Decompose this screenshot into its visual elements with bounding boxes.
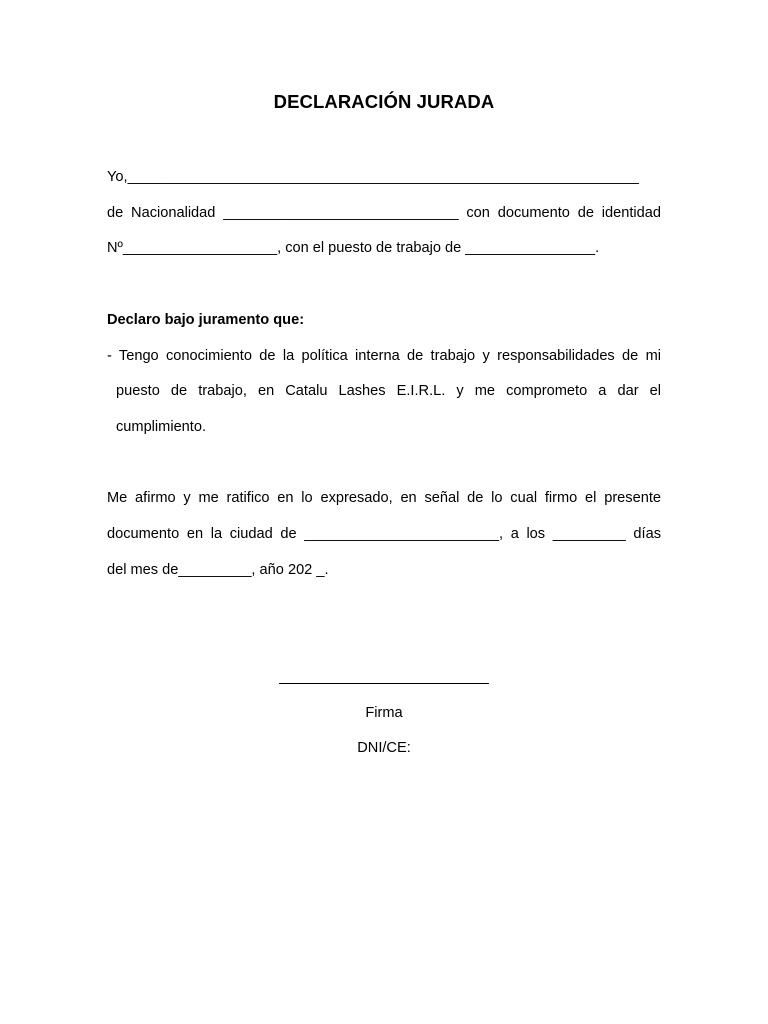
dni-label: DNI/CE:: [357, 740, 411, 756]
declaration-item-line-3: cumplimiento.: [116, 419, 207, 435]
declaration-heading: Declaro bajo juramento que:: [107, 312, 305, 328]
intro-line-nationality: de Nacionalidad _____________________________ con documento de identidad: [107, 205, 661, 221]
closing-line-2: documento en la ciudad de ________________________, a los _________ días: [107, 526, 661, 542]
declaration-item-line-1: - Tengo conocimiento de la política interna de trabajo y responsabilidades de mi: [107, 348, 661, 364]
document-title: DECLARACIÓN JURADA: [273, 91, 495, 112]
declaration-item-line-2: puesto de trabajo, en Catalu Lashes E.I.R.L. y me comprometo a dar el: [116, 383, 661, 399]
intro-line-name: Yo,_______________________________________________________________: [107, 169, 639, 185]
signature-line: [279, 683, 489, 684]
closing-line-1: Me afirmo y me ratifico en lo expresado, en señal de lo cual firmo el presente: [107, 490, 661, 506]
signature-label: Firma: [365, 705, 403, 721]
intro-line-document-number: Nº___________________, con el puesto de trabajo de ________________.: [107, 240, 600, 256]
closing-line-3: del mes de_________, año 202 _.: [107, 562, 329, 578]
